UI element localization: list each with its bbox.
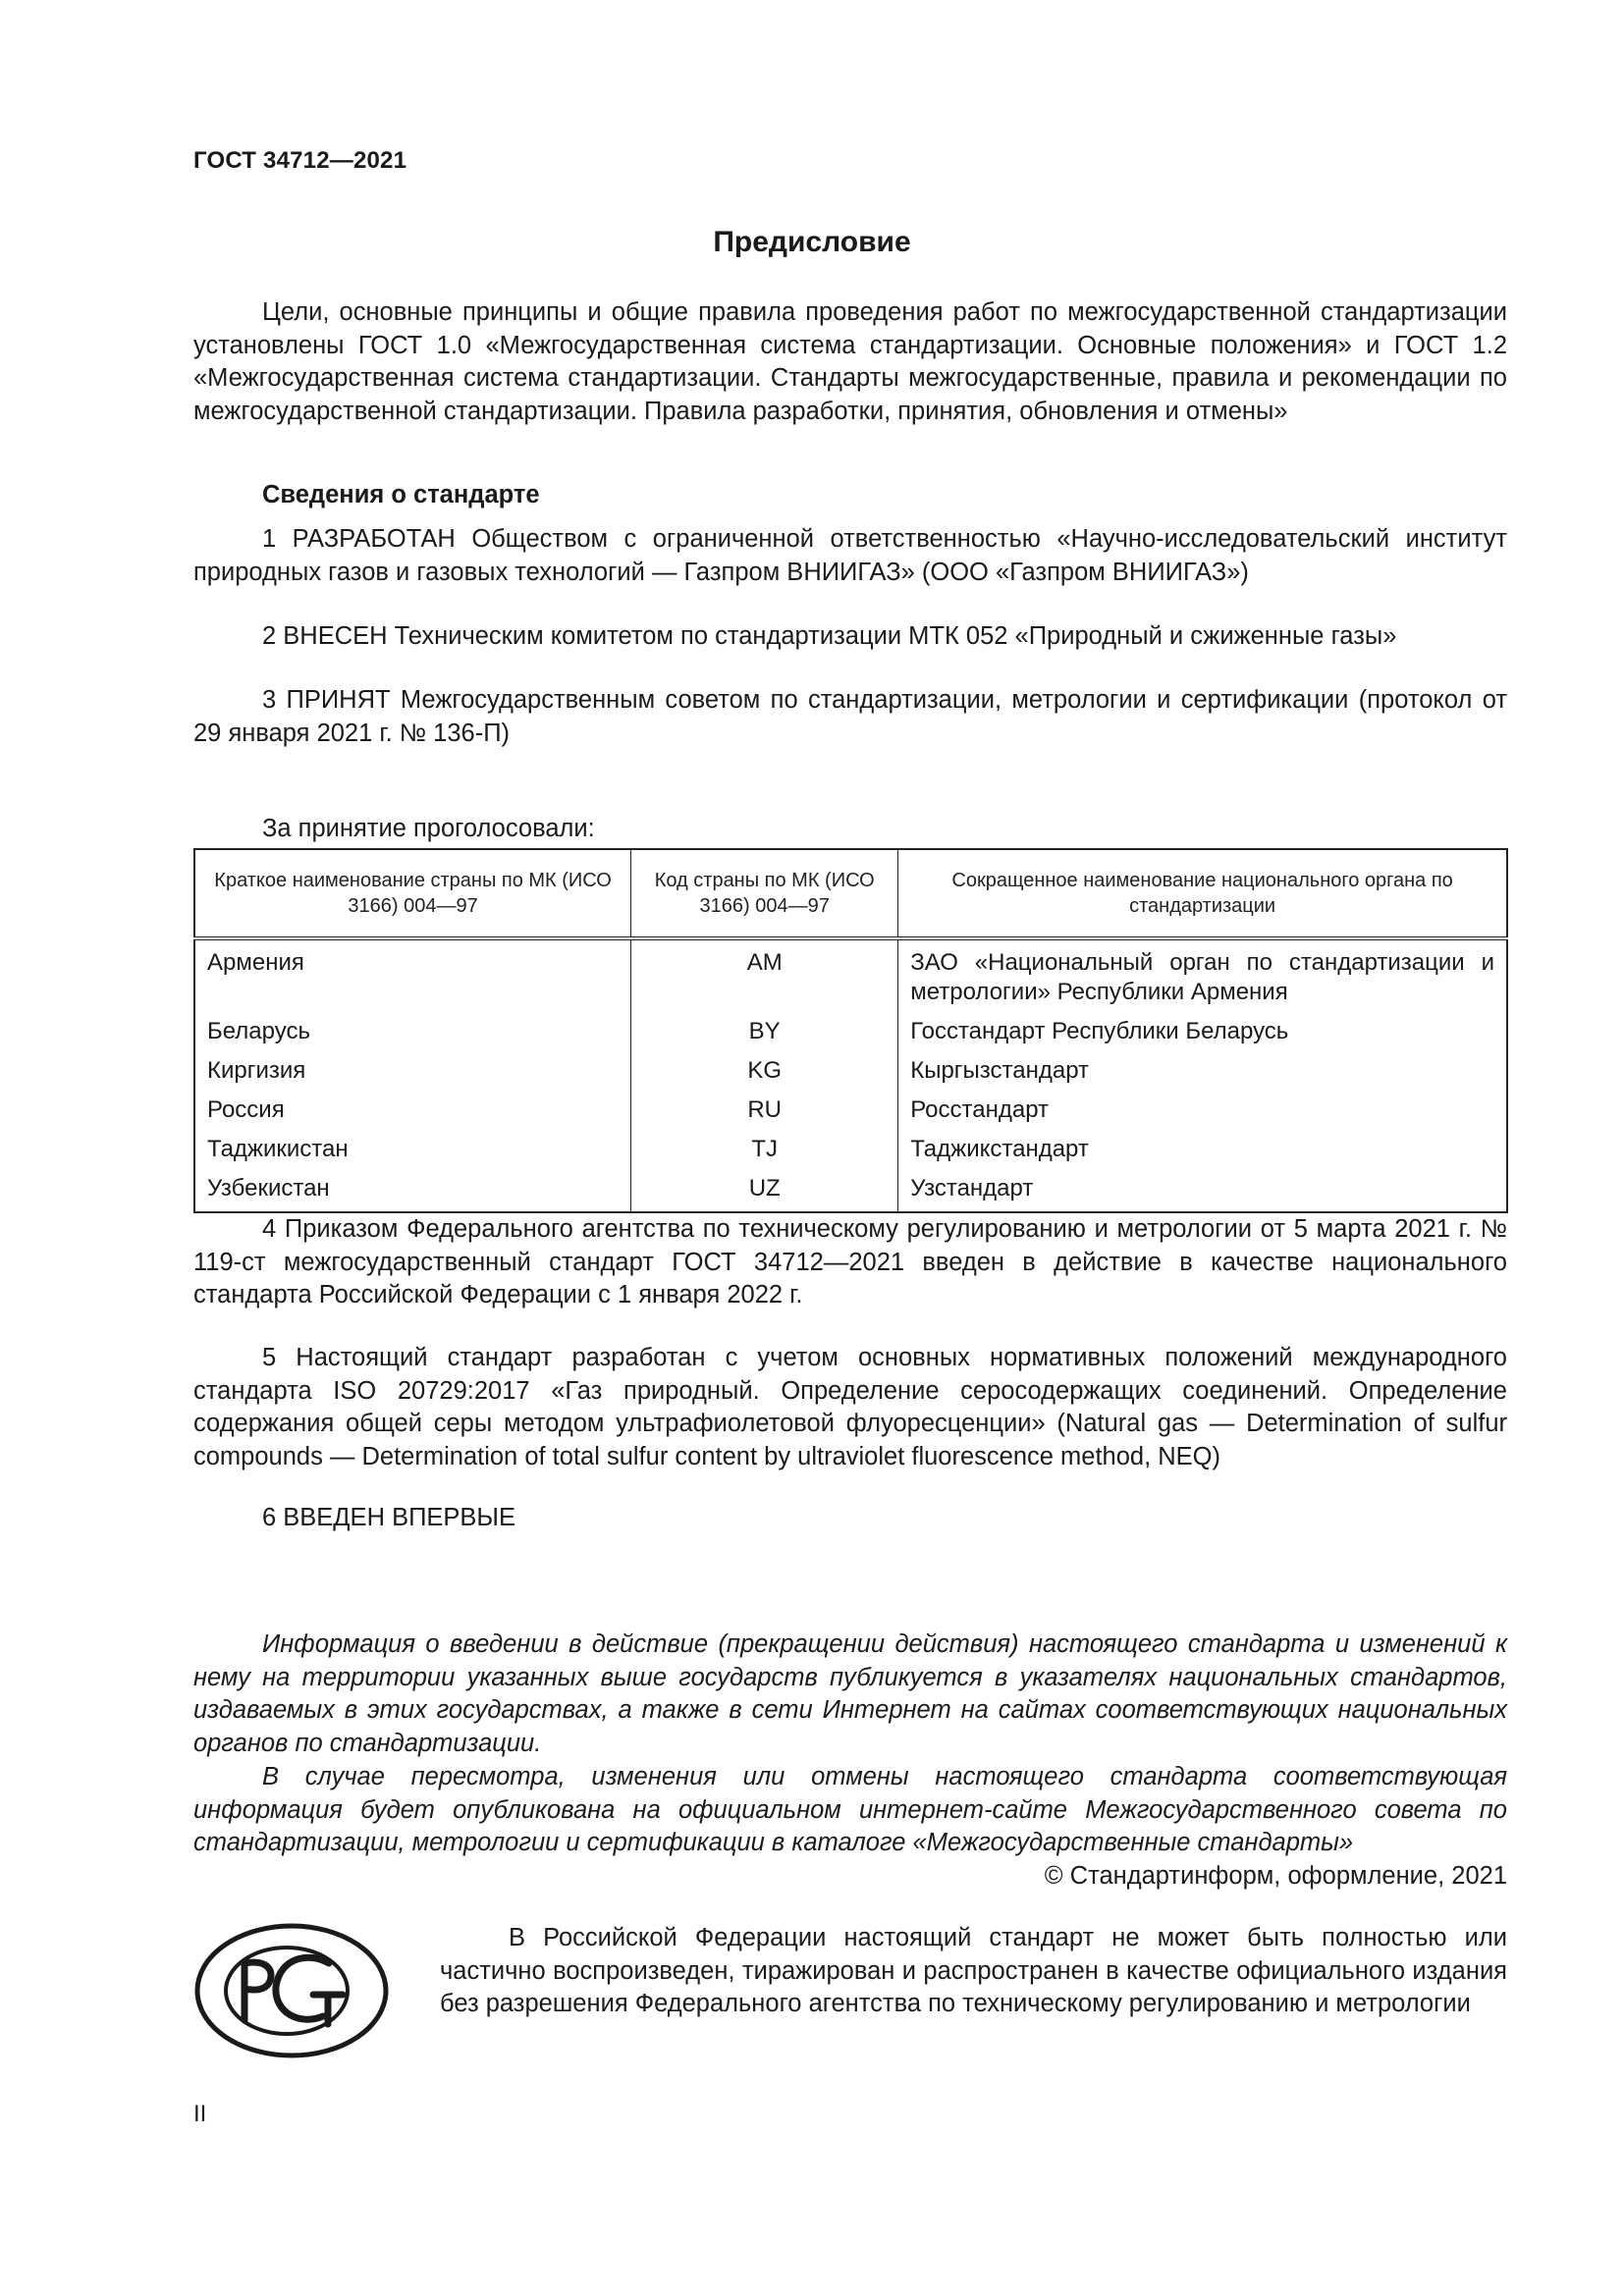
table-header-row xyxy=(194,849,1507,938)
voting-table xyxy=(193,848,1508,1213)
item-3-adopted: 3 ПРИНЯТ Межгосударственным советом по стандартизации, метрологии и сертификации (протокол от 29 января 2021 г. № 136-П) xyxy=(193,686,1507,747)
item-5-based-on: 5 Настоящий стандарт разработан с учетом основных нормативных положений международного стандарта ISO 20729:2017 «Газ природный. Определение серосодержащих соединений. Определение содержания общей серы методом ультрафиолетовой флуоресценции» (Natural gas — Determination of sulfur compounds — Determination of total sulfur content by ultraviolet fluorescence method, NEQ) xyxy=(193,1344,1507,1470)
column-header-body: Сокращенное наименование национального органа по стандартизации xyxy=(898,849,1507,938)
cell-country: Узбекистан xyxy=(194,1170,631,1212)
column-header-code: Код страны по МК (ИСО 3166) 004—97 xyxy=(631,849,898,938)
cell-code: KG xyxy=(631,1052,898,1092)
item-6-first-introduced: 6 ВВЕДЕН ВПЕРВЫЕ xyxy=(262,1504,516,1531)
copyright: © Стандартинформ, оформление, 2021 xyxy=(1044,1862,1507,1890)
table-row xyxy=(194,938,1507,1013)
cell-body: Кыргызстандарт xyxy=(898,1052,1507,1092)
intro-paragraph: Цели, основные принципы и общие правила проведения работ по межгосударственной стандартизации установлены ГОСТ 1.0 «Межгосударственная система стандартизации. Основные положения» и ГОСТ 1.2 «Межгосударственная система стандартизации. Стандарты межгосударственные, правила и рекомендации по межгосударственной стандартизации. Правила разработки, принятия, обновления и отмены» xyxy=(193,298,1507,425)
cell-body: Росстандарт xyxy=(898,1092,1507,1131)
document-code: ГОСТ 34712—2021 xyxy=(193,147,407,174)
page-number: II xyxy=(193,2101,207,2127)
cell-country: Таджикистан xyxy=(194,1131,631,1170)
rst-conformity-mark-icon xyxy=(193,1922,390,2059)
cell-code: RU xyxy=(631,1092,898,1131)
table-row xyxy=(194,1170,1507,1212)
item-4-order: 4 Приказом Федерального агентства по техническому регулированию и метрологии от 5 марта 2021 г. № 119-ст межгосударственный стандарт ГОСТ 34712—2021 введен в действие в качестве национального стандарта Российской Федерации с 1 января 2022 г. xyxy=(193,1215,1507,1308)
cell-body: Таджикстандарт xyxy=(898,1131,1507,1170)
section-heading: Сведения о стандарте xyxy=(262,481,540,508)
notice-paragraph-2: В случае пересмотра, изменения или отмены настоящего стандарта соответствующая информация будет опубликована на официальном интернет-сайте Межгосударственного совета по стандартизации, метрологии и сертификации в каталоге «Межгосударственные стандарты» xyxy=(193,1763,1507,1856)
column-header-country: Краткое наименование страны по МК (ИСО 3166) 004—97 xyxy=(194,849,631,938)
item-1-developed: 1 РАЗРАБОТАН Обществом с ограниченной ответственностью «Научно-исследовательский институт природных газов и газовых технологий — Газпром ВНИИГАЗ» (ООО «Газпром ВНИИГАЗ») xyxy=(193,525,1507,586)
table-row xyxy=(194,1092,1507,1131)
rights-statement: В Российской Федерации настоящий стандарт не может быть полностью или частично воспроизведен, тиражирован и распространен в качестве официального издания без разрешения Федерального агентства по техническому регулированию и метрологии xyxy=(440,1924,1507,2017)
cell-code: TJ xyxy=(631,1131,898,1170)
table-row xyxy=(194,1052,1507,1092)
cell-code: UZ xyxy=(631,1170,898,1212)
cell-body: Госстандарт Республики Беларусь xyxy=(898,1013,1507,1052)
cell-country: Беларусь xyxy=(194,1013,631,1052)
page-title: Предисловие xyxy=(713,226,911,258)
table-row xyxy=(194,1131,1507,1170)
table-row xyxy=(194,1013,1507,1052)
cell-body: ЗАО «Национальный орган по стандартизации и метрологии» Республики Армения xyxy=(898,938,1507,1013)
cell-body: Узстандарт xyxy=(898,1170,1507,1212)
vote-label: За принятие проголосовали: xyxy=(262,815,595,842)
cell-country: Россия xyxy=(194,1092,631,1131)
cell-country: Армения xyxy=(194,938,631,1013)
notice-paragraph-1: Информация о введении в действие (прекращении действия) настоящего стандарта и изменений к нему на территории указанных выше государств публикуется в указателях национальных стандартов, издаваемых в этих государствах, а также в сети Интернет на сайтах соответствующих национальных органов по стандартизации. xyxy=(193,1630,1507,1757)
cell-code: BY xyxy=(631,1013,898,1052)
cell-code: AM xyxy=(631,938,898,1013)
item-2-introduced: 2 ВНЕСЕН Техническим комитетом по стандартизации МТК 052 «Природный и сжиженные газы» xyxy=(262,622,1397,650)
cell-country: Киргизия xyxy=(194,1052,631,1092)
